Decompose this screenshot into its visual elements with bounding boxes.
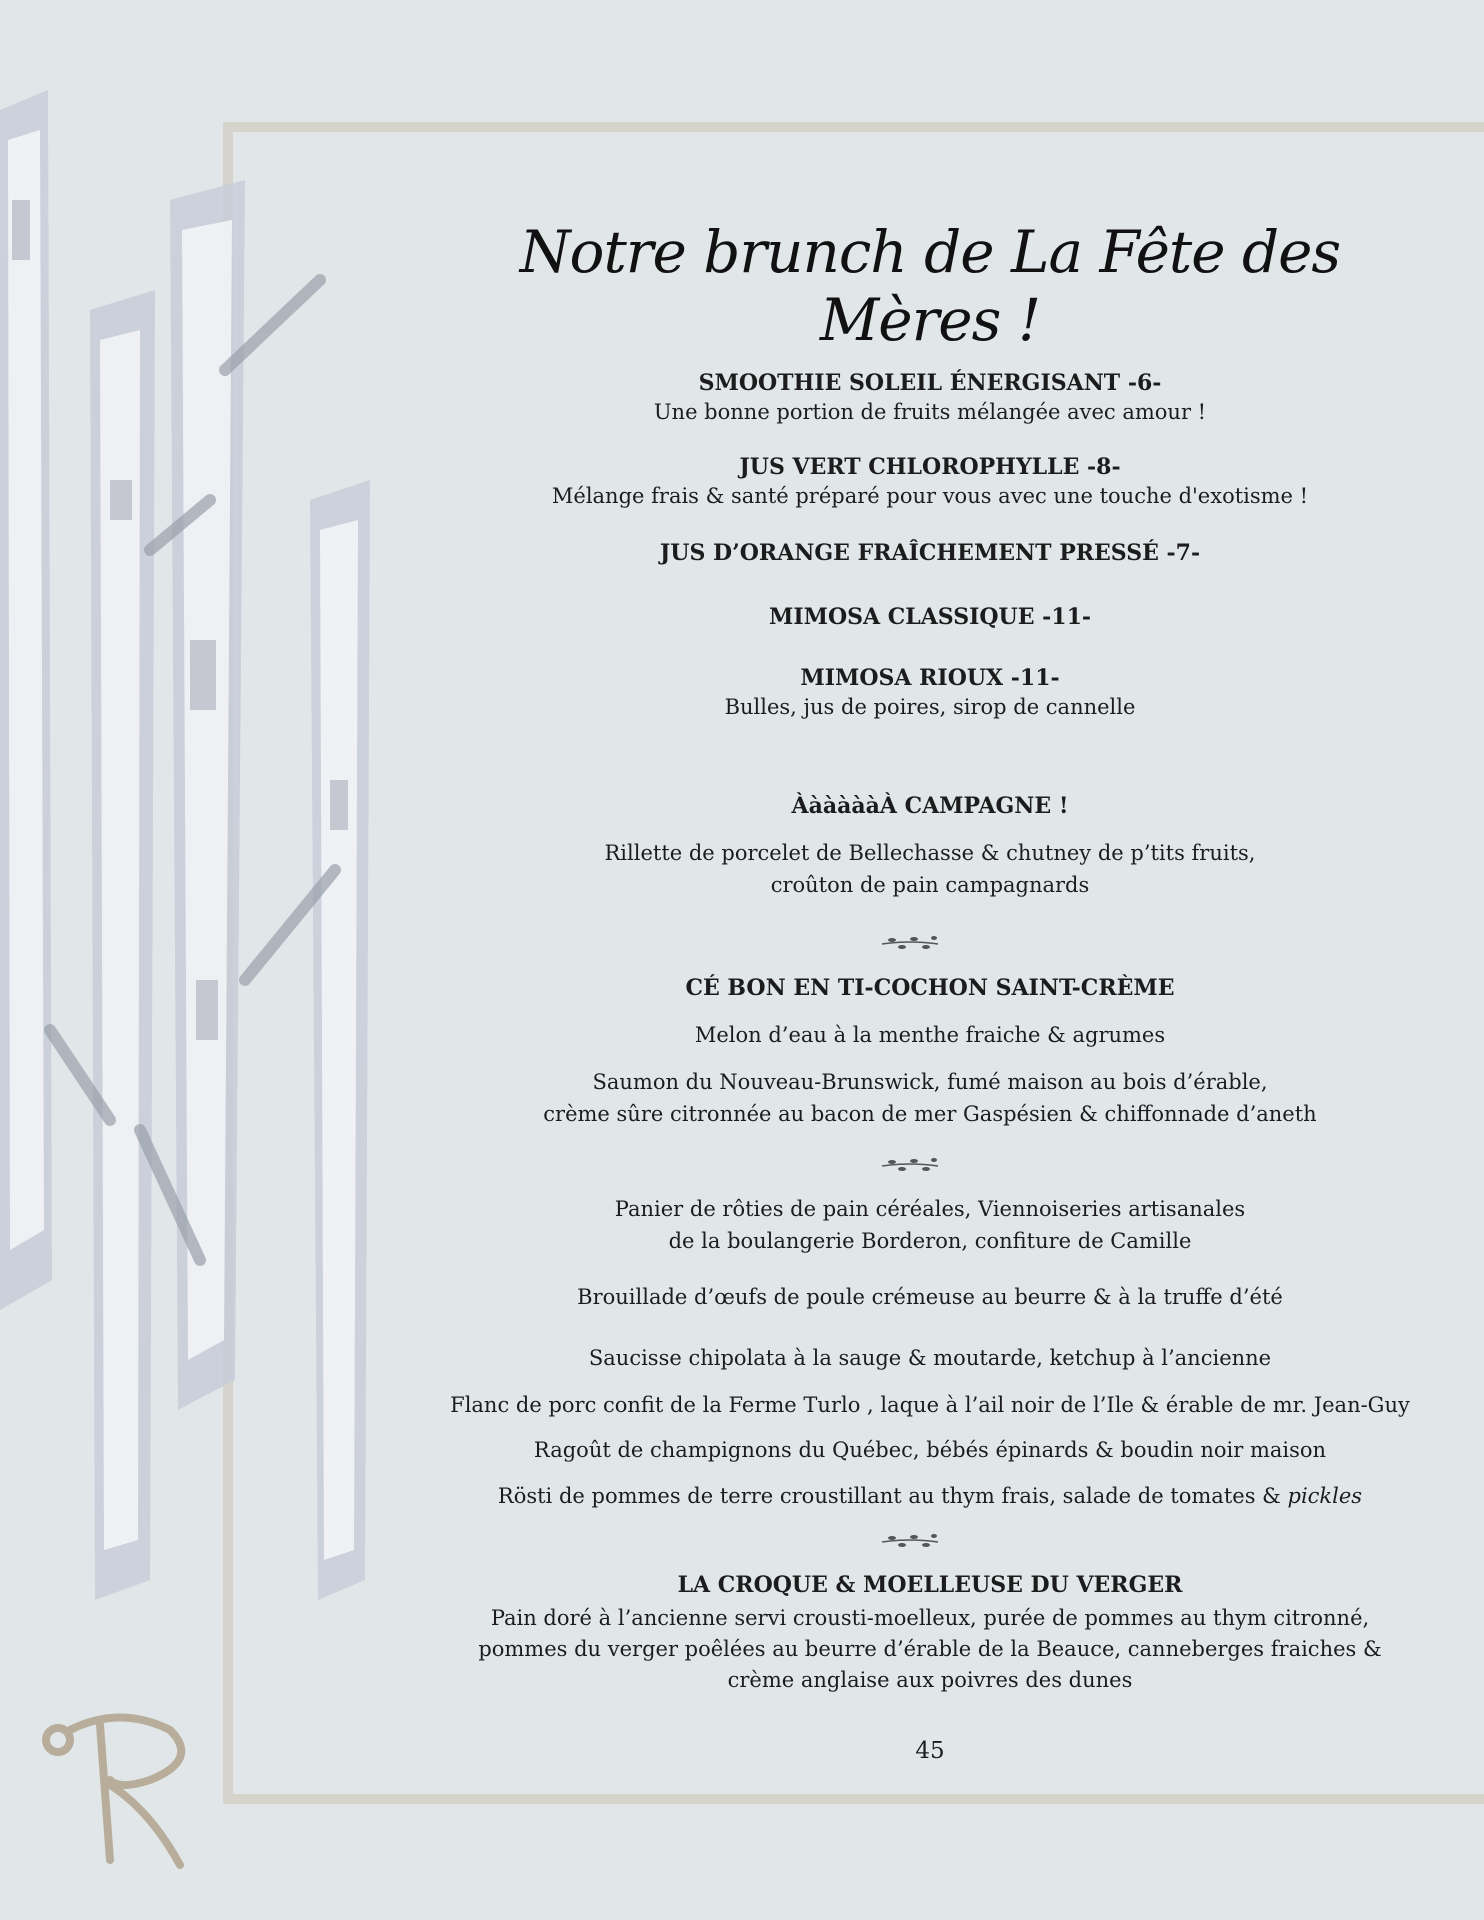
drink-description: Une bonne portion de fruits mélangée avec amour !	[653, 400, 1207, 424]
section-heading: ÀàààààÀ CAMPAGNE !	[791, 793, 1069, 819]
menu-line: crème anglaise aux poivres des dunes	[727, 1668, 1133, 1692]
drink-name: JUS VERT CHLOROPHYLLE -8-	[739, 454, 1121, 480]
menu-line: crème sûre citronnée au bacon de mer Gaspésien & chiffonnade d’aneth	[543, 1102, 1317, 1126]
drink-description: Mélange frais & santé préparé pour vous avec une touche d'exotisme !	[551, 484, 1309, 508]
drink-name: MIMOSA CLASSIQUE -11-	[768, 604, 1092, 630]
leaf-branch-ornament-icon	[880, 1530, 940, 1552]
drink-description: Bulles, jus de poires, sirop de cannelle	[724, 695, 1136, 719]
menu-line: pommes du verger poêlées au beurre d’érable de la Beauce, canneberges fraiches &	[478, 1637, 1382, 1661]
birch-trees-illustration	[0, 80, 380, 1680]
section-heading: CÉ BON EN TI-COCHON SAINT-CRÈME	[685, 975, 1175, 1001]
menu-line: Pain doré à l’ancienne servi crousti-moelleux, purée de pommes au thym citronné,	[490, 1606, 1370, 1630]
menu-line: Brouillade d’œufs de poule crémeuse au beurre & à la truffe d’été	[577, 1285, 1283, 1309]
menu-line: Panier de rôties de pain céréales, Viennoiseries artisanales	[614, 1197, 1246, 1221]
menu-line: Melon d’eau à la menthe fraiche & agrumes	[694, 1023, 1166, 1047]
drink-name: SMOOTHIE SOLEIL ÉNERGISANT -6-	[698, 370, 1162, 396]
rosti-text: Rösti de pommes de terre croustillant au thym frais, salade de tomates &	[497, 1484, 1288, 1508]
menu-line: Saucisse chipolata à la sauge & moutarde, ketchup à l’ancienne	[588, 1346, 1272, 1370]
rosti-italic: pickles	[1287, 1484, 1363, 1508]
menu-line: Flanc de porc confit de la Ferme Turlo , laque à l’ail noir de l’Ile & érable de mr. Jean-Guy	[450, 1393, 1410, 1417]
menu-line: Saumon du Nouveau-Brunswick, fumé maison au bois d’érable,	[592, 1070, 1268, 1094]
monogram-r-logo	[30, 1700, 210, 1880]
menu-line: croûton de pain campagnards	[770, 873, 1090, 897]
leaf-branch-ornament-icon	[880, 1154, 940, 1176]
drink-name: MIMOSA RIOUX -11-	[800, 665, 1060, 691]
menu-line: Rillette de porcelet de Bellechasse & chutney de p’tits fruits,	[604, 841, 1256, 865]
leaf-branch-ornament-icon	[880, 932, 940, 954]
menu-line: Ragoût de champignons du Québec, bébés épinards & boudin noir maison	[533, 1438, 1327, 1462]
menu-line	[430, 1481, 1430, 1512]
page-title: Notre brunch de La Fête des Mères !	[519, 218, 1341, 354]
drink-name: JUS D’ORANGE FRAÎCHEMENT PRESSÉ -7-	[659, 540, 1201, 566]
page-number: 45	[915, 1738, 945, 1764]
section-heading: LA CROQUE & MOELLEUSE DU VERGER	[677, 1572, 1183, 1598]
menu-line: de la boulangerie Borderon, confiture de Camille	[668, 1229, 1192, 1253]
